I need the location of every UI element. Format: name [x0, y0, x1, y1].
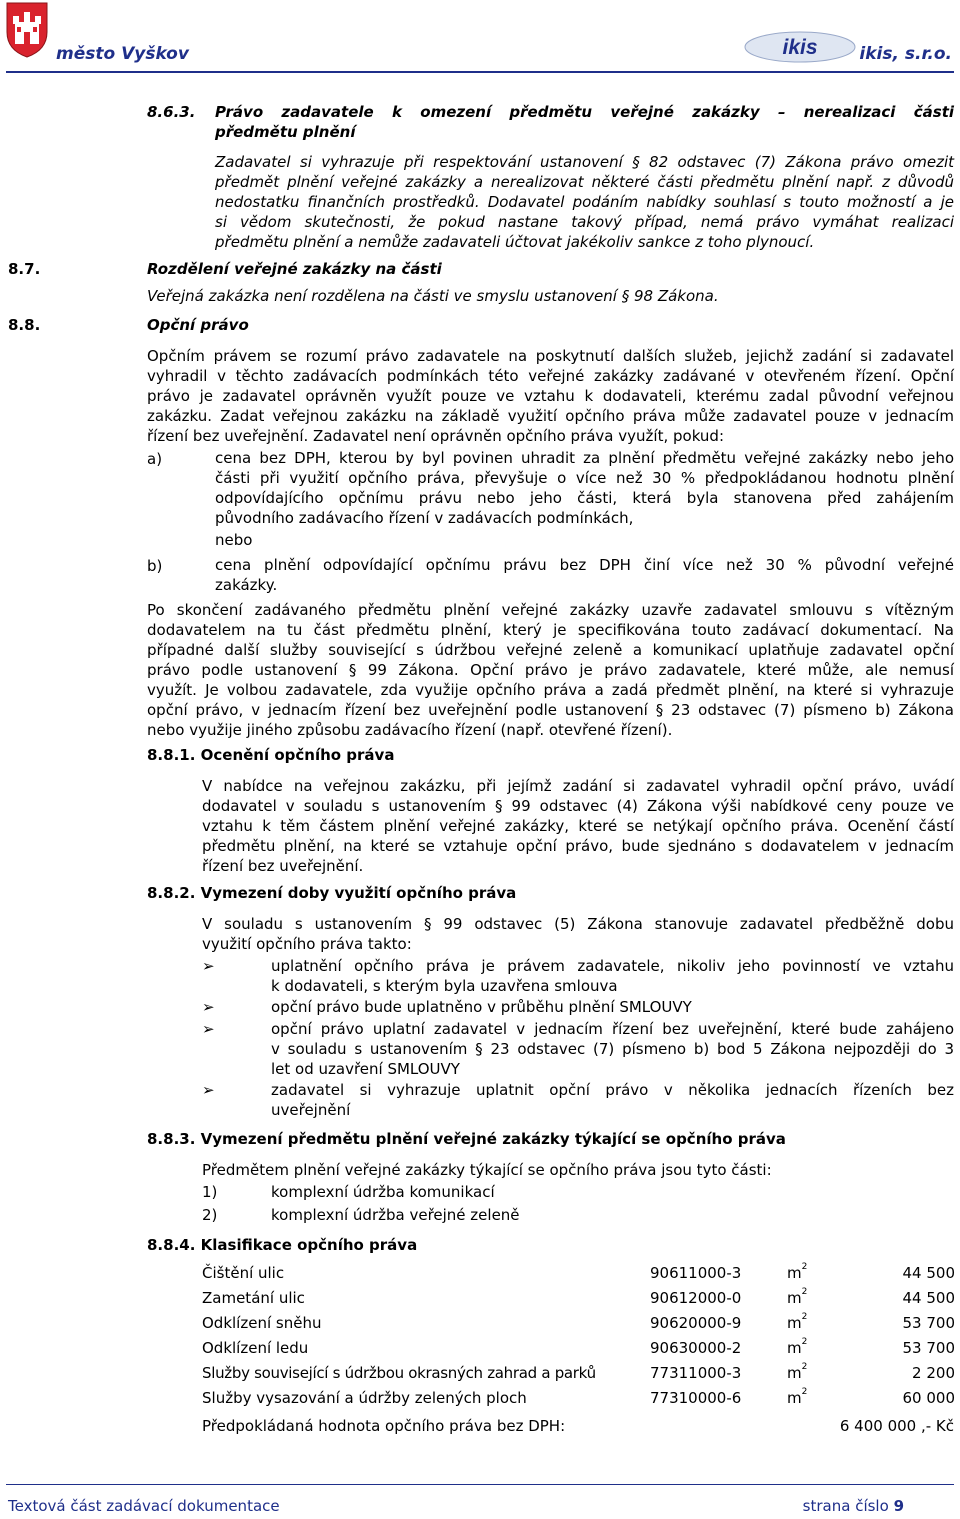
unit-exponent: 2: [801, 1286, 808, 1297]
cell-value: 2 200: [912, 1363, 955, 1382]
cell-value: 44 500: [902, 1263, 955, 1282]
s883-item-text: komplexní údržba veřejné zeleně: [271, 1206, 520, 1224]
s88-paragraph1: [147, 346, 954, 446]
cell-unit: [787, 1335, 837, 1360]
s882-title: 8.8.2. Vymezení doby využití opčního práva: [147, 884, 517, 902]
item-a-line: části při využití opčního práva, převyšuje o více než 30 % předpokládanou hodnotu plnění: [215, 469, 954, 487]
bullet-line: k dodavateli, s kterým byla uzavřena smlouva: [271, 977, 618, 995]
unit-exponent: 2: [801, 1336, 808, 1347]
s88-p1-line: Opčním právem se rozumí právo zadavatele na poskytnutí dalších služeb, jejichž zadání si zadavatel: [147, 347, 954, 365]
ikis-logo-text: ikis: [782, 36, 818, 59]
cell-unit: [787, 1310, 837, 1335]
cell-name: Služby související s údržbou okrasných zahrad a parků: [202, 1363, 596, 1382]
s88-paragraph2: [147, 600, 954, 740]
bullet-item: [271, 956, 954, 996]
s88-p2-line: právo podle ustanovení § 99 Zákona. Opční právo je právo zadavatele, které může, ale nemusí: [147, 661, 954, 679]
cell-code: 77310000-6: [650, 1388, 742, 1407]
unit-symbol: m: [787, 1388, 802, 1407]
footer-document-title: Textová část zadávací dokumentace: [8, 1497, 280, 1515]
city-crest: [6, 2, 48, 58]
s881-title: 8.8.1. Ocenění opčního práva: [147, 746, 395, 764]
item-b-text: [215, 555, 954, 595]
unit-exponent: 2: [801, 1361, 808, 1372]
total-label: Předpokládaná hodnota opčního práva bez DPH:: [202, 1417, 566, 1435]
footer-divider: [6, 1484, 954, 1485]
table-row: [202, 1385, 955, 1410]
s882-intro-line: využití opčního práva takto:: [202, 935, 412, 953]
bullet-line: opční právo uplatní zadavatel v jednacím řízení bez uveřejnění, které bude zahájeno: [271, 1020, 954, 1038]
arrow-bullet-icon: ➢: [202, 998, 215, 1016]
footer-page-number: [803, 1497, 904, 1515]
s883-item-text: komplexní údržba komunikací: [271, 1183, 495, 1201]
s88-number: 8.8.: [8, 316, 41, 334]
s881-line: dodavatel v souladu s ustanovením § 99 odstavec (4) Zákona výši nabídkové ceny pouze ve: [202, 797, 954, 815]
item-a-line: původního zadávacího řízení v zadávacích podmínkách,: [215, 509, 634, 527]
cell-code: 90612000-0: [650, 1288, 742, 1307]
table-row: [202, 1310, 955, 1335]
s88-p2-line: nebo využije jiného způsobu zadávacího řízení (např. otevřené řízení).: [147, 721, 673, 739]
header-divider: [6, 71, 954, 73]
table-row: [202, 1360, 955, 1385]
cell-name: Odklízení ledu: [202, 1338, 309, 1357]
s882-intro-line: V souladu s ustanovením § 99 odstavec (5) Zákona stanovuje zadavatel předběžně dobu: [202, 915, 954, 933]
cell-unit: [787, 1360, 837, 1385]
s863-title-line2: předmětu plnění: [215, 123, 356, 141]
cell-name: Zametání ulic: [202, 1288, 305, 1307]
s883-intro: Předmětem plnění veřejné zakázky týkající se opčního práva jsou tyto části:: [202, 1161, 772, 1179]
s88-title: Opční právo: [147, 316, 249, 334]
cell-name: Čištění ulic: [202, 1263, 285, 1282]
s88-p1-line: vyhradil v těchto zadávacích podmínkách této veřejné zakázky zadávané v otevřeném řízení. Opční: [147, 367, 954, 385]
s881-line: vztahu k těm částem plnění veřejné zakázky, které se netýkají opčního práva. Ocenění částí: [202, 817, 954, 835]
table-row: [202, 1285, 955, 1310]
unit-exponent: 2: [801, 1311, 808, 1322]
s88-p1-line: řízení bez uveřejnění. Zadavatel není oprávněn opčního práva využít, pokud:: [147, 427, 724, 445]
s882-intro: [202, 914, 954, 954]
ikis-logo: [744, 30, 860, 64]
footer-page-value: 9: [893, 1497, 904, 1515]
cell-code: 90620000-9: [650, 1313, 742, 1332]
cell-unit: [787, 1260, 837, 1285]
cell-unit: [787, 1285, 837, 1310]
total-value: 6 400 000 ,- Kč: [839, 1417, 954, 1435]
s881-line: řízení bez uveřejnění.: [202, 857, 364, 875]
s883-item-num: 2): [202, 1206, 218, 1224]
s863-line: předmětu plnění a nemůže zadavateli účtovat jakékoliv sankce z toho plynoucí.: [215, 233, 815, 251]
arrow-bullet-icon: ➢: [202, 957, 215, 975]
unit-symbol: m: [787, 1338, 802, 1357]
bullet-line: zadavatel si vyhrazuje uplatnit opční právo v několika jednacích řízeních bez: [271, 1081, 954, 1099]
cell-name: Služby vysazování a údržby zelených ploch: [202, 1388, 527, 1407]
bullet-line: uplatnění opčního práva je právem zadavatele, nikoliv jeho povinností ve vztahu: [271, 957, 954, 975]
item-b-line: cena plnění odpovídající opčnímu právu bez DPH činí více než 30 % původní veřejné: [215, 556, 954, 574]
cell-value: 44 500: [902, 1288, 955, 1307]
s881-paragraph: [202, 776, 954, 876]
s87-title: Rozdělení veřejné zakázky na části: [147, 260, 442, 278]
item-b-label: b): [147, 557, 163, 575]
s863-line: Zadavatel si vyhrazuje při respektování ustanovení § 82 odstavec (7) Zákona právo omezit: [215, 153, 954, 171]
bullet-item: [271, 1080, 954, 1120]
bullet-item: [271, 1019, 954, 1079]
s863-line: si vědom skutečnosti, že pokud nastane takový případ, nemá právo vymáhat realizaci: [215, 213, 954, 231]
s88-p2-line: opční právo, v jednacím řízení bez uveřejnění podle ustanovení § 23 odstavec (7) písmeno b) Zákona: [147, 701, 954, 719]
cell-code: 90630000-2: [650, 1338, 742, 1357]
cell-value: 53 700: [902, 1313, 955, 1332]
bullet-line: let od uzavření SMLOUVY: [271, 1060, 460, 1078]
item-a-label: a): [147, 450, 163, 468]
s87-number: 8.7.: [8, 260, 41, 278]
header-city-title: město Vyškov: [56, 44, 189, 64]
unit-symbol: m: [787, 1313, 802, 1332]
table-row: [202, 1260, 955, 1285]
bullet-line: uveřejnění: [271, 1101, 351, 1119]
s884-title: 8.8.4. Klasifikace opčního práva: [147, 1236, 418, 1254]
cell-value: 53 700: [902, 1338, 955, 1357]
s88-p2-line: Po skončení zadávaného předmětu plnění veřejné zakázky uzavře zadavatel smlouvu s vítězným: [147, 601, 954, 619]
item-a-line: odpovídajícího opčnímu právu nebo jeho části, která byla stanovena před zahájením: [215, 489, 954, 507]
s863-title-line1: Právo zadavatele k omezení předmětu veřejné zakázky – nerealizaci části: [215, 103, 954, 121]
arrow-bullet-icon: ➢: [202, 1020, 215, 1038]
unit-exponent: 2: [801, 1261, 808, 1272]
s883-title: 8.8.3. Vymezení předmětu plnění veřejné zakázky týkající se opčního práva: [147, 1130, 786, 1148]
s88-p2-line: využít. Je volbou zadavatele, zda využije opčního práva a zadá předmět plnění, na které si vyhrazuje: [147, 681, 954, 699]
item-b-line: zakázky.: [215, 576, 278, 594]
nebo-text: nebo: [215, 531, 253, 549]
unit-symbol: m: [787, 1263, 802, 1282]
unit-symbol: m: [787, 1363, 802, 1382]
cell-code: 90611000-3: [650, 1263, 742, 1282]
s863-paragraph: [215, 152, 954, 252]
s88-p2-line: případné další služby související s údržbou veřejné zeleně a komunikací uplatňuje zadavatel opční: [147, 641, 954, 659]
s881-line: předmětu plnění, na které se vztahuje opční právo, bude sjednáno s dodavatelem v jednacím: [202, 837, 954, 855]
s88-p1-line: právo je zadavatel oprávněn využít pouze ve vztahu k dodavateli, kterému zadal původní veřejnou: [147, 387, 954, 405]
footer-page-label: strana číslo: [802, 1497, 889, 1515]
s863-line: předmět plnění veřejné zakázky a nerealizovat některé části předmětu plnění např. z důvodů: [215, 173, 954, 191]
s881-line: V nabídce na veřejnou zakázku, při jejímž zadání si zadavatel vyhradil opční právo, uvádí: [202, 777, 954, 795]
cell-name: Odklízení sněhu: [202, 1313, 322, 1332]
arrow-bullet-icon: ➢: [202, 1081, 215, 1099]
unit-exponent: 2: [801, 1386, 808, 1397]
s88-p1-line: zakázku. Zadat veřejnou zakázku na základě využití opčního práva může zadavatel pouze v jednacím: [147, 407, 954, 425]
table-row: [202, 1335, 955, 1360]
unit-symbol: m: [787, 1288, 802, 1307]
cell-unit: [787, 1385, 837, 1410]
header-company-title: ikis, s.r.o.: [859, 44, 952, 64]
s863-number: 8.6.3.: [147, 103, 196, 121]
bullet-item: [271, 997, 954, 1017]
item-a-text: [215, 448, 954, 528]
item-a-line: cena bez DPH, kterou by byl povinen uhradit za plnění předmětu veřejné zakázky nebo jeho: [215, 449, 954, 467]
bullet-line: opční právo bude uplatněno v průběhu plnění SMLOUVY: [271, 998, 692, 1016]
cell-code: 77311000-3: [650, 1363, 742, 1382]
s883-item-num: 1): [202, 1183, 218, 1201]
classification-table: [202, 1260, 955, 1410]
s88-p2-line: dodavatelem na tu část předmětu plnění, který je specifikována touto zadávací dokumentací. Na: [147, 621, 954, 639]
bullet-line: v souladu s ustanovením § 23 odstavec (7) písmeno b) bod 5 Zákona nejpozději do 3: [271, 1040, 954, 1058]
s863-line: nedostatku finančních prostředků. Dodavatel podáním nabídky souhlasí s touto možností a je: [215, 193, 954, 211]
s87-text: Veřejná zakázka není rozdělena na části ve smyslu ustanovení § 98 Zákona.: [147, 287, 719, 305]
cell-value: 60 000: [902, 1388, 955, 1407]
